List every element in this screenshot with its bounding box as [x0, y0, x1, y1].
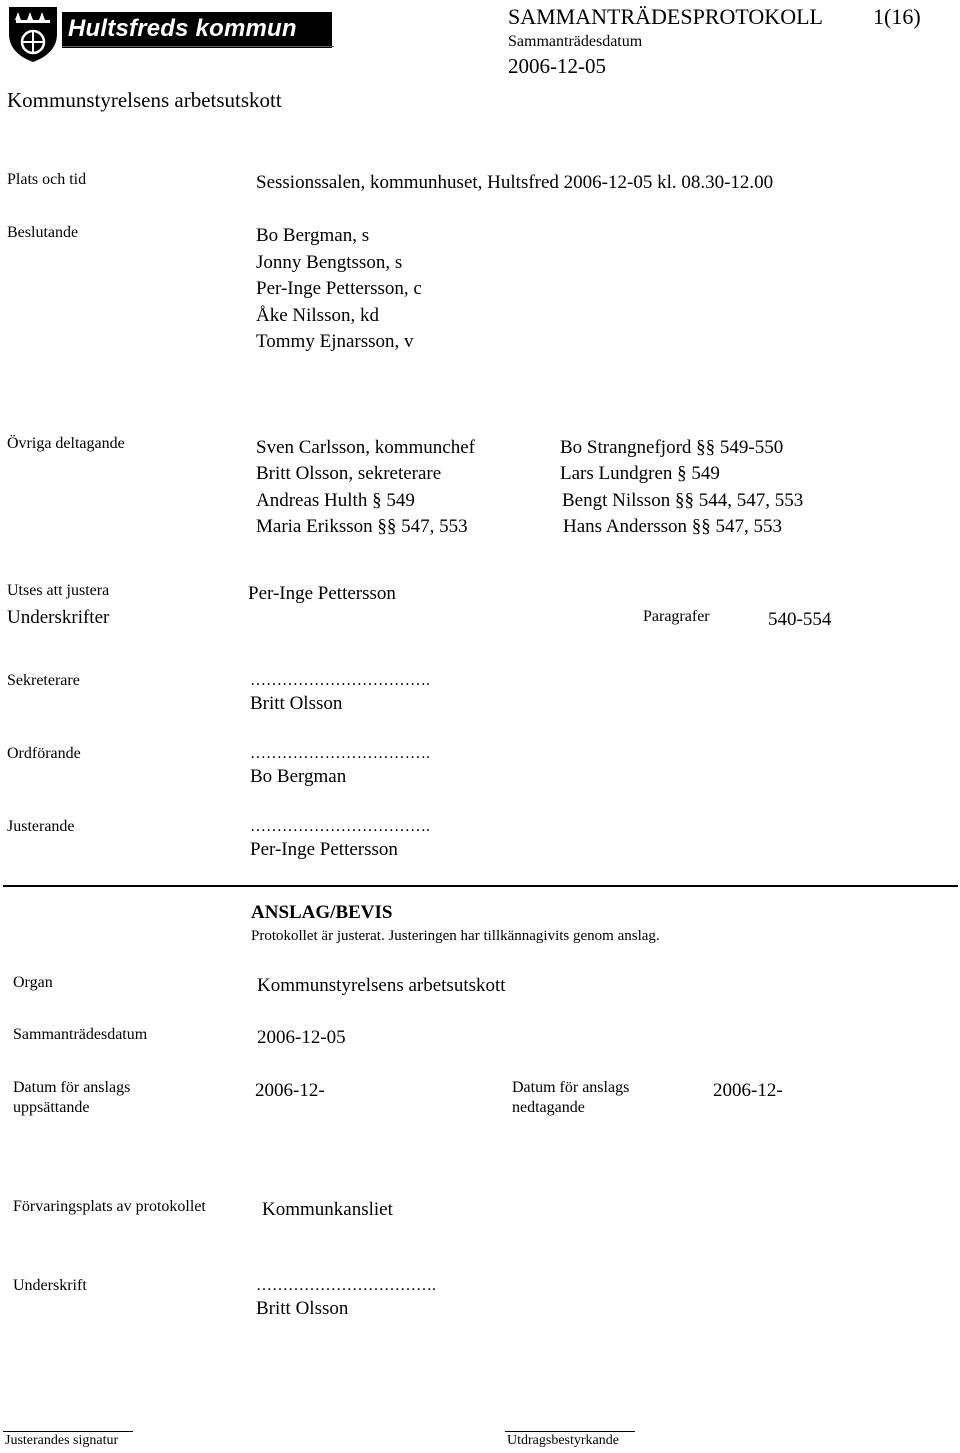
- signature-line: …………………………….: [250, 672, 430, 689]
- other-participant: Lars Lundgren § 549: [560, 463, 720, 484]
- other-participant: Bo Strangnefjord §§ 549-550: [560, 437, 784, 458]
- signature-label: Underskrift: [13, 1277, 87, 1294]
- place-value: Sessionssalen, kommunhuset, Hultsfred 2006-12-05 kl. 08.30-12.00: [256, 172, 774, 193]
- other-participant: Hans Andersson §§ 547, 553: [563, 516, 783, 537]
- meeting-date: 2006-12-05: [508, 54, 606, 78]
- adjust-value: Per-Inge Pettersson: [248, 583, 396, 604]
- signature-name: Bo Bergman: [250, 766, 347, 787]
- section-divider: [3, 885, 958, 887]
- organ-label: Organ: [13, 974, 53, 991]
- paragraphs-label: Paragrafer: [643, 608, 710, 625]
- footer-left: Justerandes signatur: [5, 1433, 119, 1448]
- footer-rule: [505, 1431, 635, 1432]
- page-number: 1(16): [873, 4, 921, 29]
- signature-line: …………………………….: [256, 1277, 436, 1294]
- storage-value: Kommunkansliet: [262, 1199, 393, 1220]
- deciding-member: Tommy Ejnarsson, v: [256, 331, 414, 352]
- signature-name: Britt Olsson: [256, 1298, 349, 1319]
- paragraphs-value: 540-554: [768, 609, 832, 630]
- footer-rule: [3, 1431, 133, 1432]
- removed-value: 2006-12-: [713, 1080, 783, 1101]
- other-participant: Maria Eriksson §§ 547, 553: [256, 516, 468, 537]
- notice-date-value: 2006-12-05: [257, 1027, 346, 1048]
- signature-role: Sekreterare: [7, 672, 80, 689]
- deciding-member: Åke Nilsson, kd: [256, 305, 379, 326]
- posted-value: 2006-12-: [255, 1080, 325, 1101]
- removed-label: nedtagande: [512, 1099, 585, 1116]
- signature-role: Ordförande: [7, 745, 81, 762]
- place-label: Plats och tid: [7, 171, 87, 188]
- other-participant: Britt Olsson, sekreterare: [256, 463, 442, 484]
- deciding-member: Bo Bergman, s: [256, 225, 370, 246]
- other-participant: Sven Carlsson, kommunchef: [256, 437, 476, 458]
- signature-line: …………………………….: [250, 745, 430, 762]
- meeting-date-label: Sammanträdesdatum: [508, 33, 643, 50]
- organ-value: Kommunstyrelsens arbetsutskott: [257, 975, 506, 996]
- notice-date-label: Sammanträdesdatum: [13, 1026, 148, 1043]
- deciding-label: Beslutande: [7, 224, 79, 241]
- posted-label: Datum för anslags: [13, 1079, 131, 1096]
- other-participant: Andreas Hulth § 549: [256, 490, 415, 511]
- notice-subtitle: Protokollet är justerat. Justeringen har tillkännagivits genom anslag.: [251, 928, 660, 944]
- municipality-name: Hultsfreds kommun: [68, 15, 297, 42]
- signature-role: Justerande: [7, 818, 75, 835]
- deciding-member: Per-Inge Pettersson, c: [256, 278, 422, 299]
- adjust-label: Utses att justera: [7, 582, 110, 599]
- storage-label: Förvaringsplats av protokollet: [13, 1198, 206, 1215]
- signature-line: …………………………….: [250, 818, 430, 835]
- body-name: Kommunstyrelsens arbetsutskott: [7, 88, 282, 112]
- others-label: Övriga deltagande: [7, 435, 125, 452]
- coat-of-arms-icon: [6, 4, 60, 64]
- removed-label: Datum för anslags: [512, 1079, 630, 1096]
- footer-right: Utdragsbestyrkande: [507, 1433, 619, 1448]
- document-title: SAMMANTRÄDESPROTOKOLL: [508, 4, 823, 29]
- other-participant: Bengt Nilsson §§ 544, 547, 553: [562, 490, 804, 511]
- notice-title: ANSLAG/BEVIS: [251, 902, 393, 923]
- posted-label: uppsättande: [13, 1099, 90, 1116]
- signature-name: Britt Olsson: [250, 693, 343, 714]
- signature-name: Per-Inge Pettersson: [250, 839, 398, 860]
- signatures-label: Underskrifter: [7, 607, 110, 628]
- deciding-member: Jonny Bengtsson, s: [256, 252, 403, 273]
- logo-underline: [62, 46, 334, 47]
